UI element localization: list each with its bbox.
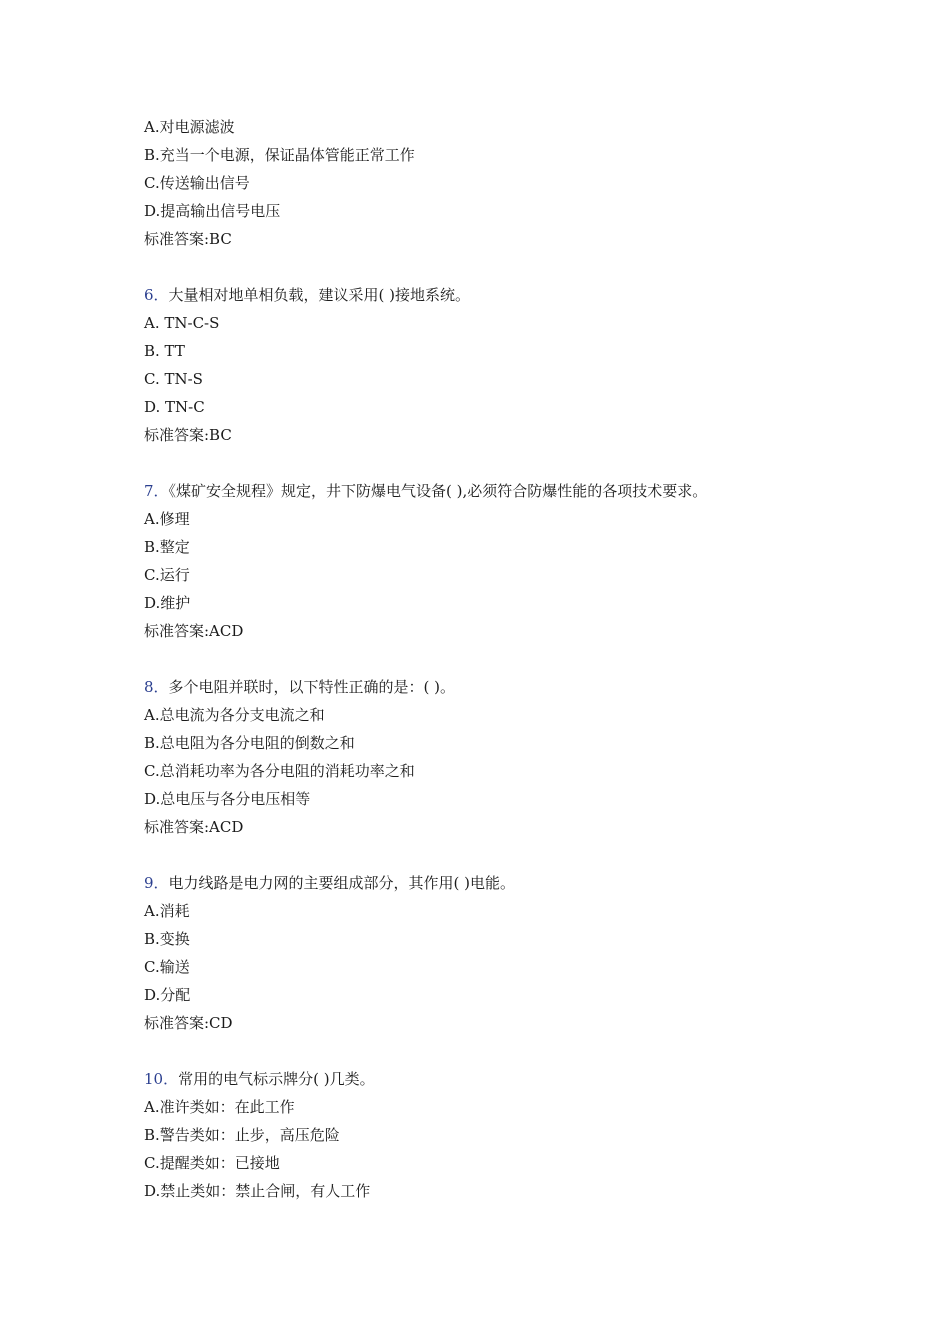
question-text: 《煤矿安全规程》规定，井下防爆电气设备( ),必须符合防爆性能的各项技术要求。 — [168, 482, 708, 500]
question-text: 多个电阻并联时，以下特性正确的是：( )。 — [168, 678, 456, 696]
option-c: C. TN-S — [144, 370, 203, 388]
option-d: D.维护 — [144, 594, 191, 612]
question-block — [144, 869, 844, 1037]
option-c: C.总消耗功率为各分电阻的消耗功率之和 — [144, 762, 415, 780]
option-d: D. TN-C — [144, 398, 205, 416]
question-text: 常用的电气标示牌分( )几类。 — [178, 1070, 375, 1088]
question-line — [144, 1065, 844, 1093]
option-d: D.分配 — [144, 986, 191, 1004]
question-text: 大量相对地单相负载，建议采用( )接地系统。 — [168, 286, 471, 304]
option-b: B.警告类如：止步，高压危险 — [144, 1126, 340, 1144]
question-number: 8． — [144, 678, 169, 696]
answer-line: 标准答案:ACD — [144, 818, 244, 836]
question-line — [144, 281, 844, 309]
question-block — [144, 113, 844, 253]
option-d: D.总电压与各分电压相等 — [144, 790, 311, 808]
option-c: C.传送输出信号 — [144, 174, 250, 192]
question-block — [144, 1065, 844, 1205]
option-a: A. TN-C-S — [144, 314, 220, 332]
option-b: B. TT — [144, 342, 185, 360]
answer-line: 标准答案:CD — [144, 1014, 233, 1032]
option-a: A.对电源滤波 — [144, 118, 235, 136]
answer-line: 标准答案:BC — [144, 426, 232, 444]
question-list — [144, 113, 844, 1205]
question-number: 7． — [144, 482, 169, 500]
answer-line: 标准答案:ACD — [144, 622, 244, 640]
question-number: 10． — [144, 1070, 179, 1088]
answer-line: 标准答案:BC — [144, 230, 232, 248]
question-block — [144, 673, 844, 841]
question-line — [144, 477, 844, 505]
question-block — [144, 477, 844, 645]
option-c: C.输送 — [144, 958, 190, 976]
question-number: 9． — [144, 874, 169, 892]
question-line — [144, 673, 844, 701]
option-b: B.变换 — [144, 930, 190, 948]
option-d: D.禁止类如：禁止合闸，有人工作 — [144, 1182, 371, 1200]
option-d: D.提高输出信号电压 — [144, 202, 281, 220]
option-c: C.运行 — [144, 566, 190, 584]
option-a: A.总电流为各分支电流之和 — [144, 706, 325, 724]
question-text: 电力线路是电力网的主要组成部分，其作用( )电能。 — [168, 874, 516, 892]
option-a: A.消耗 — [144, 902, 190, 920]
question-line — [144, 869, 844, 897]
option-c: C.提醒类如：已接地 — [144, 1154, 280, 1172]
option-b: B.充当一个电源，保证晶体管能正常工作 — [144, 146, 415, 164]
option-b: B.整定 — [144, 538, 190, 556]
question-block — [144, 281, 844, 449]
option-b: B.总电阻为各分电阻的倒数之和 — [144, 734, 355, 752]
question-number: 6． — [144, 286, 169, 304]
option-a: A.准许类如：在此工作 — [144, 1098, 295, 1116]
option-a: A.修理 — [144, 510, 190, 528]
